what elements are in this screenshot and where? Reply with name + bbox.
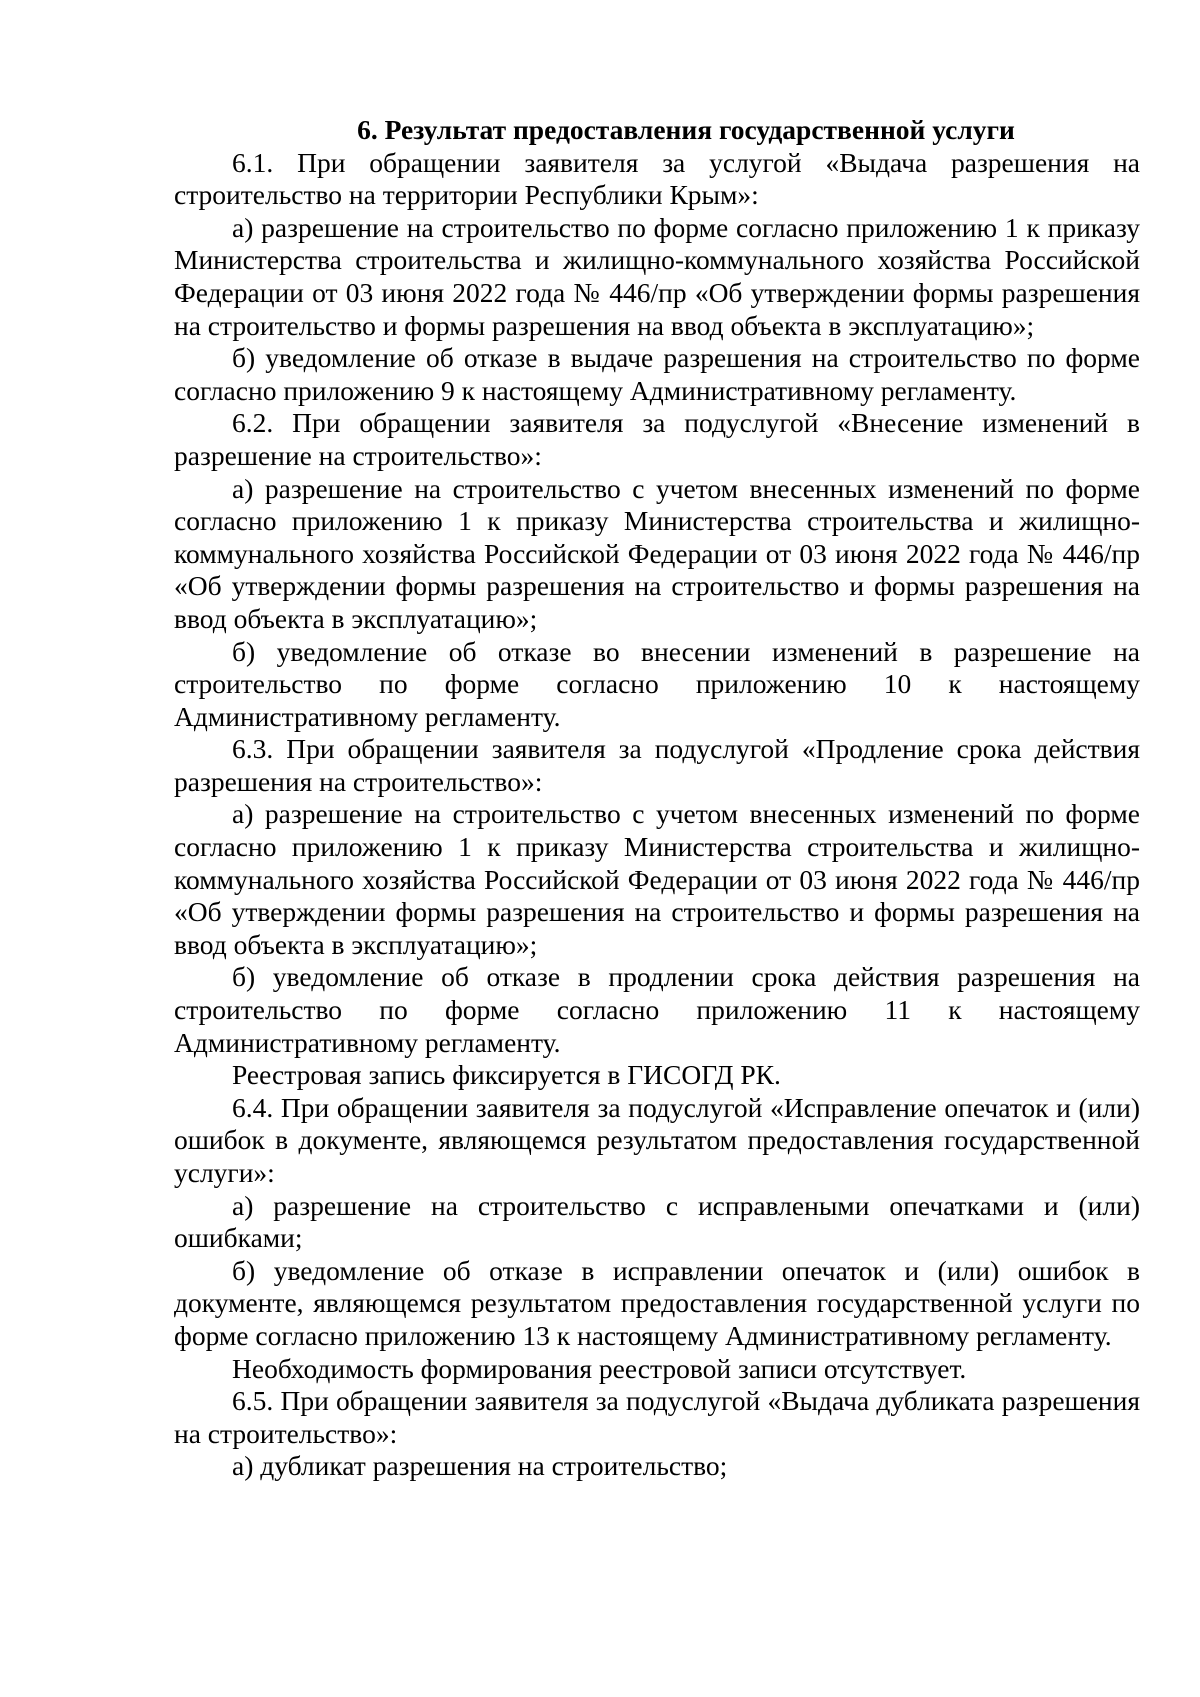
paragraph-6-1-a: а) разрешение на строительство по форме согласно приложению 1 к приказу Министерства строительства и жилищно-коммунального хозяйства Российской Федерации от 03 июня 2022 года № 446/пр «Об утверждении формы разрешения на строительство и формы разрешения на ввод объекта в эксплуатацию»; [174, 211, 1140, 341]
paragraph-6-5: 6.5. При обращении заявителя за подуслугой «Выдача дубликата разрешения на строительство»: [174, 1385, 1140, 1449]
paragraph-6-3-b: б) уведомление об отказе в продлении срока действия разрешения на строительство по форме согласно приложению 11 к настоящему Административному регламенту. [174, 961, 1140, 1058]
paragraph-6-2: 6.2. При обращении заявителя за подуслугой «Внесение изменений в разрешение на строительство»: [174, 407, 1140, 471]
paragraph-no-registry-note: Необходимость формирования реестровой записи отсутствует. [232, 1352, 967, 1384]
paragraph-6-3: 6.3. При обращении заявителя за подуслугой «Продление срока действия разрешения на строительство»: [174, 733, 1140, 797]
paragraph-6-4-a: а) разрешение на строительство с исправлеными опечатками и (или) ошибками; [174, 1189, 1140, 1254]
paragraph-6-2-b: б) уведомление об отказе во внесении изменений в разрешение на строительство по форме согласно приложению 10 к настоящему Административному регламенту. [174, 635, 1140, 732]
paragraph-6-1: 6.1. При обращении заявителя за услугой «Выдача разрешения на строительство на территории Республики Крым»: [174, 146, 1140, 211]
paragraph-6-4: 6.4. При обращении заявителя за подуслугой «Исправление опечаток и (или) ошибок в документе, являющемся результатом предоставления государственной услуги»: [174, 1091, 1140, 1188]
paragraph-6-2-a: а) разрешение на строительство с учетом внесенных изменений по форме согласно приложению 1 к приказу Министерства строительства и жилищно-коммунального хозяйства Российской Федерации от 03 июня 2022 года № 446/пр «Об утверждении формы разрешения на строительство и формы разрешения на ввод объекта в эксплуатацию»; [174, 472, 1140, 634]
paragraph-6-4-b: б) уведомление об отказе в исправлении опечаток и (или) ошибок в документе, являющемся результатом предоставления государственной услуги по форме согласно приложению 13 к настоящему Административному регламенту. [174, 1254, 1140, 1351]
document-body [174, 114, 1140, 1483]
paragraph-6-3-a: а) разрешение на строительство с учетом внесенных изменений по форме согласно приложению 1 к приказу Министерства строительства и жилищно-коммунального хозяйства Российской Федерации от 03 июня 2022 года № 446/пр «Об утверждении формы разрешения на строительство и формы разрешения на ввод объекта в эксплуатацию»; [174, 798, 1140, 960]
section-heading: 6. Результат предоставления государственной услуги [357, 114, 1015, 145]
paragraph-6-5-a: а) дубликат разрешения на строительство; [232, 1450, 728, 1482]
paragraph-registry-note: Реестровая запись фиксируется в ГИСОГД РК. [232, 1059, 781, 1091]
paragraph-6-1-b: б) уведомление об отказе в выдаче разрешения на строительство по форме согласно приложению 9 к настоящему Административному регламенту. [174, 342, 1140, 406]
